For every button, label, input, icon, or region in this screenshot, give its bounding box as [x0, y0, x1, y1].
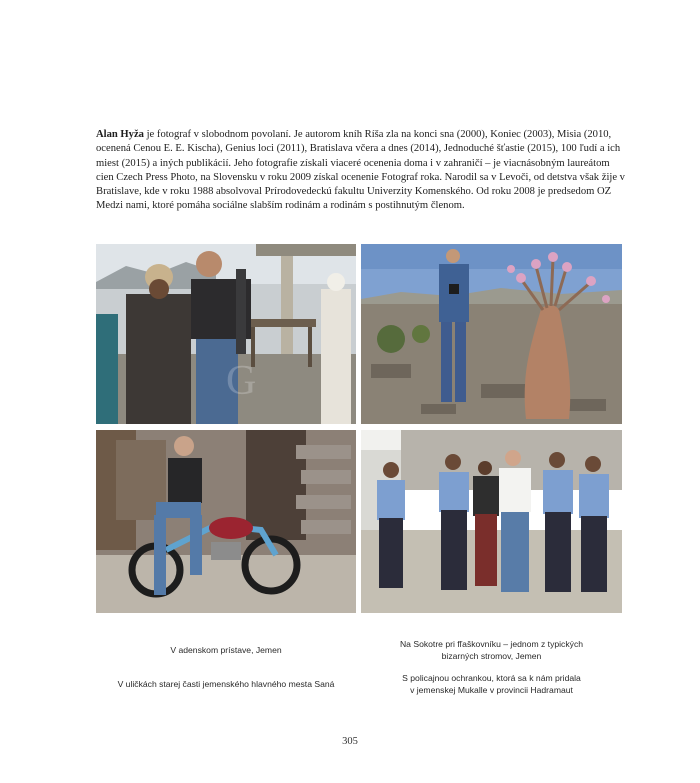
photo-sanaa-alley: [96, 430, 356, 613]
photo-mukalla-police: [361, 430, 622, 613]
author-name: Alan Hyža: [96, 129, 144, 140]
photo-aden-harbour: [96, 244, 356, 424]
caption-photo-4-line-2: v jemenskej Mukalle v provincii Hadramaut: [410, 684, 573, 695]
caption-photo-4-line-1: S policajnou ochrankou, ktorá sa k nám pridala: [402, 673, 581, 683]
caption-photo-2-line-1: Na Sokotre pri fľaškovníku – jednom z typických: [399, 639, 584, 649]
svg-text:G: G: [226, 358, 257, 404]
page-number: 305: [342, 736, 358, 747]
photo-socotra-bottle-tree: [361, 244, 622, 424]
caption-photo-4: [361, 673, 622, 696]
caption-photo-3: V uličkách starej časti jemenského hlavného mesta Saná: [117, 679, 335, 689]
caption-photo-1: V adenskom prístave, Jemen: [170, 645, 282, 655]
caption-photo-2-line-2: bizarných stromov, Jemen: [441, 650, 542, 661]
author-bio: [96, 128, 626, 214]
author-bio-text: je fotograf v slobodnom povolaní. Je autorom kníh Ríša zla na konci sna (2000), Koniec (2003), Misia (2010, ocenená Cenou E. E. Kischa), Genius loci (2011), Bratislava včera a dnes (2014), Jednoduché šťastie (2015), 100 ľudí a ich miest (2015) a iných publikácií. Jeho fotografie získali viaceré ocenenia doma i v zahraničí – je viacnásobným laureátom cien Czech Press Photo, na Slovensku v roku 2009 získal ocenenie Fotograf roka. Narodil sa v Levoči, od detstva však žije v Bratislave, kde v roku 1988 absolvoval Prírodovedeckú fakultu Univerzity Komenského. Od roku 2008 je predsedom OZ Medzi nami, ktoré pomáha sociálne slabším rodinám a rodinám s postihnutým členom.: [96, 129, 625, 212]
caption-photo-2: [361, 639, 622, 662]
